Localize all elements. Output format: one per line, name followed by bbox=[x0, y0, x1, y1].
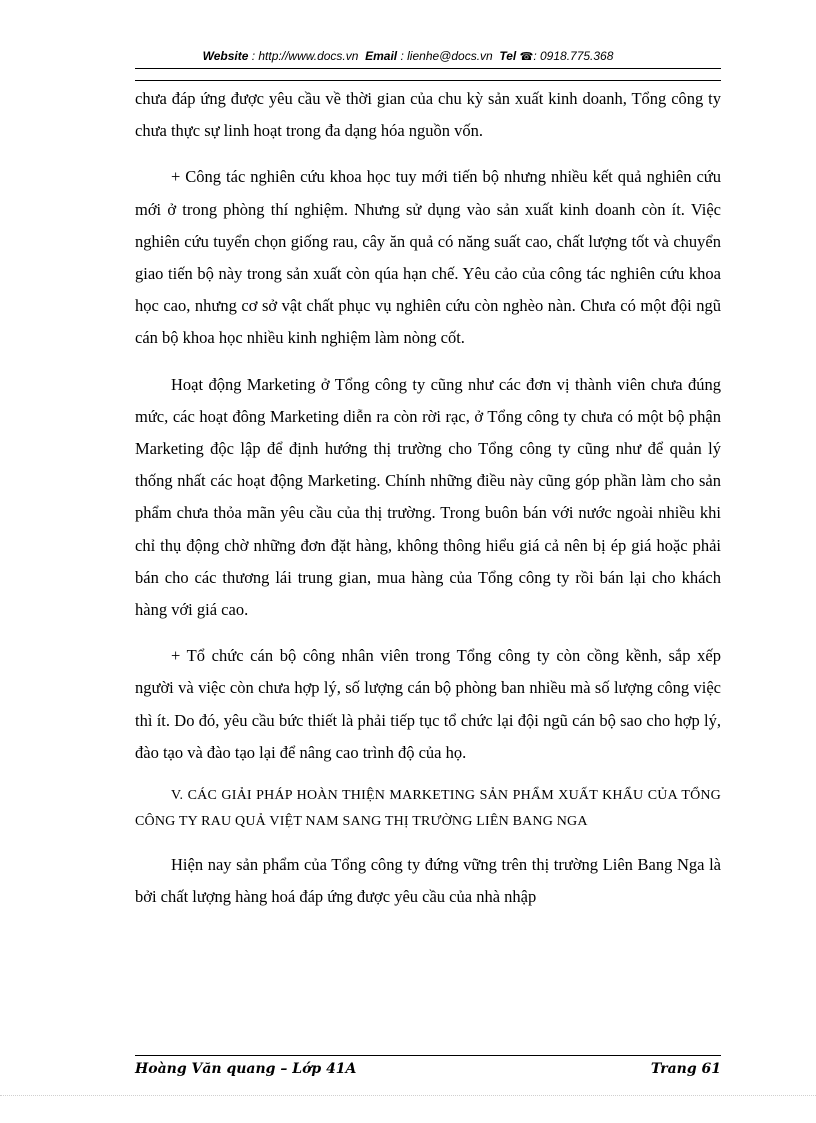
paragraph-4: + Tổ chức cán bộ công nhân viên trong Tổng công ty còn cồng kềnh, sắp xếp người và việc còn chưa hợp lý, số lượng cán bộ phòng ban nhiều mà số lượng công việc thì ít. Do đó, yêu cầu bức thiết là phải tiếp tục tổ chức lại đội ngũ cán bộ sao cho hợp lý, đào tạo và đào tạo lại để nâng cao trình độ của họ. bbox=[135, 646, 721, 762]
paragraph-1: chưa đáp ứng được yêu cầu về thời gian của chu kỳ sản xuất kinh doanh, Tổng công ty chưa thực sự linh hoạt trong đa dạng hóa nguồn vốn. bbox=[135, 89, 721, 141]
header-divider-secondary bbox=[135, 80, 721, 81]
section-heading: V. CÁC GIẢI PHÁP HOÀN THIỆN MARKETING SẢN PHẨM XUẤT KHẨU CỦA TỔNG CÔNG TY RAU QUẢ VIỆT NAM SANG THỊ TRƯỜNG LIÊN BANG NGA bbox=[135, 788, 721, 830]
email-label: Email bbox=[365, 49, 398, 63]
page-footer bbox=[135, 1058, 721, 1080]
paragraph-3: Hoạt động Marketing ở Tổng công ty cũng như các đơn vị thành viên chưa đúng mức, các hoạt đông Marketing diễn ra còn rời rạc, ở Tổng công ty chưa có một bộ phận Marketing độc lập để định hướng thị trường cho Tổng công ty cũng như để quản lý thống nhất các hoạt động Marketing. Chính những điều này cũng góp phần làm cho sản phẩm chưa thỏa mãn yêu cầu của thị trường. Trong buôn bán với nước ngoài nhiều khi chỉ thụ động chờ những đơn đặt hàng, không thông hiểu giá cả nên bị ép giá hoặc phải bán cho các thương lái trung gian, mua hàng của Tổng công ty rồi bán lại cho khách hàng với giá cao. bbox=[135, 374, 721, 620]
tel-label: Tel bbox=[499, 49, 517, 63]
page-header bbox=[0, 48, 816, 65]
footer-author: Hoàng Văn quang – Lớp 41A bbox=[135, 1061, 357, 1077]
page-body bbox=[135, 83, 721, 913]
paragraph-2: + Công tác nghiên cứu khoa học tuy mới tiến bộ nhưng nhiều kết quả nghiên cứu mới ở trong phòng thí nghiệm. Nhưng sử dụng vào sản xuất kinh doanh còn ít. Việc nghiên cứu tuyển chọn giống rau, cây ăn quả có năng suất cao, chất lượng tốt và chuyển giao tiến bộ này trong sản xuất còn qúa hạn chế. Yêu cảo của công tác nghiên cứu khoa học cao, nhưng cơ sở vật chất phục vụ nghiên cứu còn nghèo nàn. Chưa có một đội ngũ cán bộ khoa học nhiều kinh nghiệm làm nòng cốt. bbox=[135, 167, 721, 348]
tel-value: : 0918.775.368 bbox=[533, 49, 614, 63]
email-value: : lienhe@docs.vn bbox=[400, 49, 493, 63]
header-divider bbox=[135, 68, 721, 69]
page-bottom-border bbox=[0, 1095, 816, 1096]
phone-icon: ☎ bbox=[519, 51, 534, 63]
website-label: Website bbox=[202, 49, 249, 63]
website-value: : http://www.docs.vn bbox=[251, 49, 359, 63]
paragraph-5: Hiện nay sản phẩm của Tổng công ty đứng vững trên thị trường Liên Bang Nga là bởi chất lượng hàng hoá đáp ứng được yêu cầu của nhà nhập bbox=[135, 855, 721, 907]
footer-divider bbox=[135, 1055, 721, 1056]
page-number: Trang 61 bbox=[650, 1061, 721, 1077]
